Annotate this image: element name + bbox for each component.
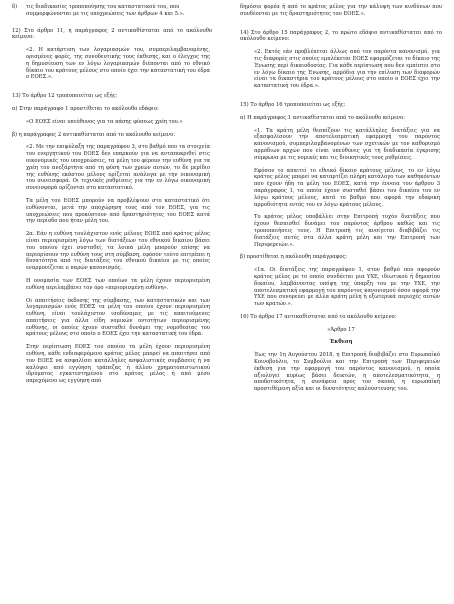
quote-15-b: Εφόσον το απαιτεί το εθνικό δίκαιο κράτους μέλους, το εν λόγω κράτος μέλος μπορεί να καταρτίζει πλήρη κατάλογο των καθηκόντων που έχουν ήδη τα μέλη του ΕΟΕΣ, κατά την έννοια του άρθρου 3 παράγραφος 1, τα οποία έχουν συσταθεί βάσει του δικαίου του εν λόγω κράτους μέλους, κατά το βαθμό που αφορά την εδαφική αρμοδιότητα εντός του εν λόγω κράτους μέλους.	[254, 167, 440, 208]
paragraph-2a: 2α. Εάν η ευθύνη τουλάχιστον ενός μέλους ΕΟΕΣ από κράτος μέλος είναι περιορισμένη λόγω των διατάξεων του εθνικού δικαίου βάσει του οποίου έχει συσταθεί, τα λοιπά μέλη μπορούν επίσης να περιορίσουν την ευθύνη τους στη σύμβαση, εφόσον τούτο επιτρέπει η δυνατότητα από τις διατάξεις του εθνικού δικαίου με τις οποίες εναρμονίζεται ο παρών κανονισμός.	[26, 231, 210, 272]
amendment-12: 12) Στο άρθρο 11, η παράγραφος 2 αντικαθίσταται από το ακόλουθο κείμενο:	[12, 27, 212, 41]
quote-12: «2. Η κατάρτιση των λογαριασμών του, συμπεριλαμβανομένης, ορισμένες φορές, της συνοδευτικής τους έκθεσης, και ο έλεγχος της η δημοσίευση των εν λόγω λογαριασμών διέπονται από το εθνικό δίκαιο του κράτους μέλους στο οποίο έχει την καταστατική του έδρα ο ΕΟΕΣ.».	[26, 47, 210, 81]
left-column	[12, 4, 212, 391]
amendment-15-b: β) προστίθεται η ακόλουθη παράγραφος:	[240, 254, 348, 261]
continuation-paragraph: δημόσιο φορέα ή από το κράτος μέλος για την κάλυψη των κινδύνων που συνδέονται με τις δραστηριότητες του ΕΟΕΣ.».	[240, 4, 442, 17]
amendment-15: 15) Το άρθρο 16 τροποποιείται ως εξής:	[240, 101, 346, 108]
paragraph-requirements: Οι απαιτήσεις έκδοσης της σύμβασης, των καταστατικών και των λογαριασμών ενός ΕΟΕΣ τα μέλη του οποίου έχουν περιορισμένη ευθύνη, είναι τουλάχιστον ισοδύναμες με τις απαιτούμενες απαιτήσεις για άλλα είδη νομικών οντοτήτων περιορισμένης ευθύνης, οι οποίες έχουν συσταθεί δυνάμει της νομοθεσίας του κράτους μέλους στο οποίο ο ΕΟΕΣ έχει την καταστατική του έδρα.	[26, 297, 210, 338]
quote-14: «2. Εκτός εάν προβλέπεται άλλως από τον παρόντα κανονισμό, για τις διαφορές στις οποίες εμπλέκεται ΕΟΕΣ εφαρμόζεται το δίκαιο της Ένωσης περί δικαιοδοσίας. Για κάθε περίπτωση που δεν εμπίπτει στο εν λόγω δίκαιο της Ένωσης, αρμόδια για την επίλυση των διαφορών είναι τα δικαστήρια του κράτους μέλους στο οποίο ο ΕΟΕΣ έχει την καταστατική του έδρα.».	[254, 49, 440, 90]
quote-15-c: Το κράτος μέλος υποβάλλει στην Επιτροπή τυχόν διατάξεις που έχουν θεσπισθεί δυνάμει του παρόντος άρθρου καθώς και τις τροποποιήσεις τους. Η Επιτροπή τις ανοίγεται διαβιβάζει τις διατάξεις αυτές στα άλλα κράτη μέλη και την Επιτροπή των Περιφερειών.».	[254, 214, 440, 248]
amendment-15-a: α) Η παράγραφος 1 αντικαθίσταται από το ακόλουθο κείμενο:	[240, 114, 405, 121]
quote-13-a: «Ο ΕΟΕΣ είναι υπεύθυνος για τα πάσης φύσεως χρέη του.»	[26, 118, 183, 125]
amendment-13-b: β) η παράγραφος 2 αντικαθίσταται από το ακόλουθο κείμενο:	[12, 131, 175, 138]
paragraph-name: Η ονομασία των ΕΟΕΣ των οποίων τα μέλη έχουν περιορισμένη ευθύνη περιλαμβάνει τον όρο «περιορισμένη ευθύνη».	[26, 277, 210, 291]
list-item-text: τις διαδικασίες τροποποίησης του καταστατικού του, που συμμορφώνονται με τις υποχρεώσεις των άρθρων 4 και 5.».	[26, 4, 185, 17]
right-column	[240, 4, 442, 399]
amendment-13: 13) Το άρθρο 12 τροποποιείται ως εξής:	[12, 93, 118, 100]
article-heading: «Άρθρο 17	[327, 326, 355, 333]
quote-13-b: «2. Με την επιφύλαξη της παραγράφου 3, στο βαθμό που τα στοιχεία του ενεργητικού του ΕΟΕΣ δεν επαρκούν για να ανταποκριθεί στις οικονομικές του υποχρεώσεις, τα μέλη του φέρουν την ευθύνη για τα χρέη του ανεξάρτητα από τη φύση των χρεών αυτών, το δε μερίδιο της ευθύνης εκάστου μέλους ορίζεται ανάλογα με την οικονομική του συνεισφορά. Οι τεχνικές ρυθμίσεις για την εν λόγω οικονομική συνεισφορά ορίζονται στο καταστατικό.	[26, 144, 210, 192]
paragraph-insurance: Στην περίπτωση ΕΟΕΣ του οποίου τα μέλη έχουν περιορισμένη ευθύνη, κάθε ενδιαφερόμενο κράτος μέλος μπορεί να απαιτήσει από τον ΕΟΕΣ να ασφαλίσει κατάλληλες ασφαλιστικές συμβάσεις ή να καλύψει από εγγύηση τράπεζας ή άλλου χρηματοπιστωτικού ιδρύματος εγκατεστημένου στο κράτος μέλος ή από μέσο παρεχόμενο ως εγγύηση από	[26, 344, 210, 385]
amendment-13-a: α) Στην παράγραφο 1 προστίθεται το ακόλουθο εδάφιο:	[12, 105, 159, 112]
article-title: Έκθεση	[329, 339, 353, 346]
amendment-14: 14) Στο άρθρο 15 παράγραφος 2, το πρώτο εδάφιο αντικαθίσταται από το ακόλουθο κείμενο:	[240, 29, 442, 43]
paragraph-members-liability: Τα μέλη του ΕΟΕΣ μπορούν να προβλέψουν στο καταστατικό ότι ευθύνονται, μετά την αποχώρηση τους από τον ΕΟΕΣ, για τις υποχρεώσεις που προκύπτουν από δραστηριότητες του ΕΟΕΣ κατά την περίοδο που ήταν μέλη του.	[26, 197, 210, 225]
list-item-delta	[12, 4, 212, 18]
article-body: Έως την 1η Αυγούστου 2018, η Επιτροπή διαβιβάζει στο Ευρωπαϊκό Κοινοβούλιο, το Συμβούλιο και την Επιτροπή των Περιφερειών έκθεση για την εφαρμογή του παρόντος κανονισμού, η οποία αξιολογεί κυρίως βάσει δεικτών, η αποτελεσματικότητα, η αποδοτικότητα, η συνάφεια προς τον σκοπό, η ευρωπαϊκή προστιθέμενη αξία και οι δυνατότητες απλούστευσης του.	[254, 352, 440, 393]
amendment-16: 16) Το άρθρο 17 αντικαθίσταται από το ακόλουθο κείμενο:	[240, 313, 397, 320]
quote-15-d: «1α. Οι διατάξεις της παραγράφου 1, στον βαθμό που αφορούν κράτος μέλος με το οποίο συνδέεται μια ΥΧΕ, ιδιωτικού ή δημοσίου δικαίου, λαμβάνοντας υπόψη της ύπαρξη του με την ΥΧΕ, την αποτελεσματική εφαρμογή του παρόντος κανονισμού όσον αφορά την ΥΧΕ που συνορεύει με άλλα κράτη μέλη ή εξωτερικά περιοχές αυτών των κρατών.».	[254, 267, 440, 308]
list-marker: δ)	[12, 4, 18, 10]
quote-15-a: «1. Τα κράτη μέλη θεσπίζουν τις κατάλληλες διατάξεις για να εξασφαλίσουν την αποτελεσματική εφαρμογή του παρόντος κανονισμού, συμπεριλαμβανομένων των σχετικών με τον καθορισμό αρμόδιων αρχών που είναι υπεύθυνες για τη διαδικασία έγκρισης σύμφωνα με τις νομικές και τις διοικητικές τους ρυθμίσεις.	[254, 127, 440, 161]
